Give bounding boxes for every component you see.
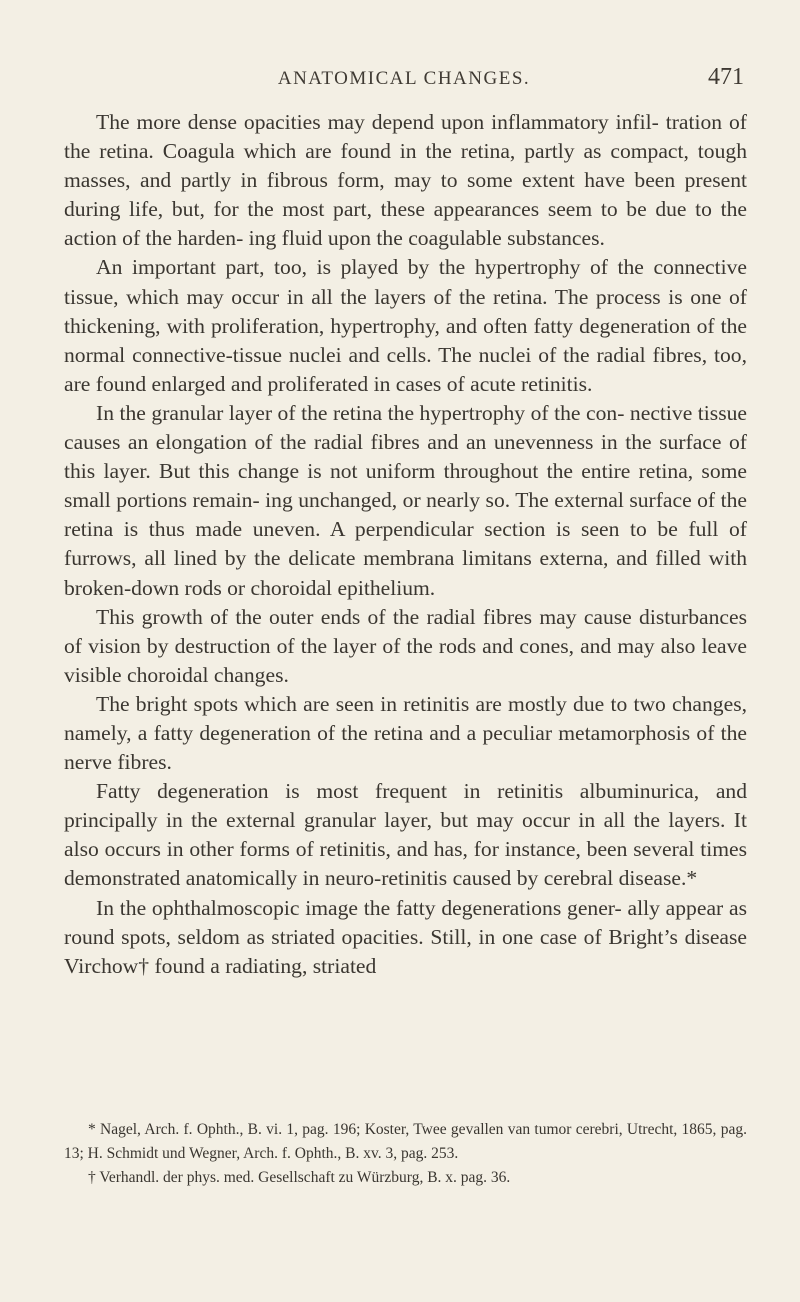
paragraph: An important part, too, is played by the hypertrophy of the connective tissue, which may occur in all the layers of the retina. The process is one of thickening, with proliferation, hypertrophy, and often fatty degeneration of the normal connective-tissue nuclei and cells. The nuclei of the radial fibres, too, are found enlarged and proliferated in cases of acute retinitis. bbox=[64, 255, 747, 396]
page-header bbox=[64, 60, 744, 100]
footnotes bbox=[64, 1118, 747, 1190]
paragraph: In the granular layer of the retina the hypertrophy of the con- nective tissue causes an elongation of the radial fibres and an unevenness in the surface of this layer. But this change is not uniform throughout the entire retina, some small portions remain- ing unchanged, or nearly so. The external surface of the retina is thus made uneven. A perpendicular section is seen to be full of furrows, all lined by the delicate membrana limitans externa, and filled with broken-down rods or choroidal epithelium. bbox=[64, 400, 747, 600]
footnote: † Verhandl. der phys. med. Gesellschaft zu Würzburg, B. x. pag. 36. bbox=[88, 1169, 511, 1186]
page-number: 471 bbox=[708, 64, 744, 90]
paragraph: The bright spots which are seen in retinitis are mostly due to two changes, namely, a fatty degeneration of the retina and a peculiar metamorphosis of the nerve fibres. bbox=[64, 691, 747, 775]
paragraph: This growth of the outer ends of the radial fibres may cause disturbances of vision by destruction of the layer of the rods and cones, and may also leave visible choroidal changes. bbox=[64, 604, 747, 687]
footnote: * Nagel, Arch. f. Ophth., B. vi. 1, pag. 196; Koster, Twee gevallen van tumor cerebri, Utrecht, 1865, pag. 13; H. Schmidt und Wegner, Arch. f. Ophth., B. xv. 3, pag. 253. bbox=[64, 1121, 747, 1162]
running-title: ANATOMICAL CHANGES. bbox=[277, 68, 531, 89]
paragraph: In the ophthalmoscopic image the fatty degenerations gener- ally appear as round spots, seldom as striated opacities. Still, in one case of Bright’s disease Virchow† found a radiating, striated bbox=[64, 895, 747, 978]
paragraph: The more dense opacities may depend upon inflammatory infil- tration of the retina. Coagula which are found in the retina, partly as compact, tough masses, and partly in fibrous form, may to some extent have been present during life, but, for the most part, these appearances seem to be due to the action of the harden- ing fluid upon the coagulable substances. bbox=[64, 110, 747, 251]
body-text bbox=[64, 108, 747, 981]
paragraph: Fatty degeneration is most frequent in retinitis albuminurica, and principally in the external granular layer, but may occur in all the layers. It also occurs in other forms of retinitis, and has, for instance, been several times demonstrated anatomically in neuro-retinitis caused by cerebral disease.* bbox=[64, 779, 747, 891]
